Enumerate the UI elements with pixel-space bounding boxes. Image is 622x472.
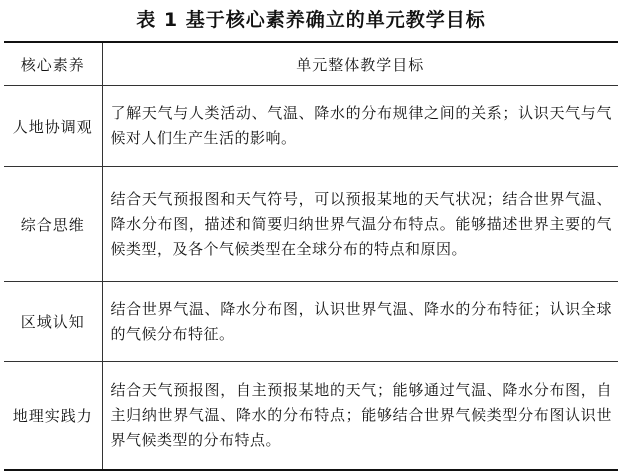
table-row [4, 362, 618, 470]
table-row [4, 282, 618, 362]
row-goal-text: 结合天气预报图和天气符号，可以预报某地的天气状况；结合世界气温、降水分布图，描述和简要归纳世界气温分布特点。能够描述世界主要的气候类型，及各个气候类型在全球分布的特点和原因。 [102, 167, 618, 282]
row-goal-text: 了解天气与人类活动、气温、降水的分布规律之间的关系；认识天气与气候对人们生产生活的影响。 [102, 86, 618, 167]
table-row [4, 167, 618, 282]
table-header-row [4, 42, 618, 86]
row-literacy-label: 综合思维 [4, 167, 102, 282]
header-core-literacy: 核心素养 [4, 42, 102, 86]
header-unit-goal: 单元整体教学目标 [102, 42, 618, 86]
unit-goals-table [4, 41, 618, 471]
table-caption: 表 1 基于核心素养确立的单元教学目标 [136, 9, 486, 31]
table-row [4, 86, 618, 167]
row-goal-text: 结合天气预报图，自主预报某地的天气；能够通过气温、降水分布图，自主归纳世界气温、降水的分布特点；能够结合世界气候类型分布图认识世界气候类型的分布特点。 [102, 362, 618, 470]
row-literacy-label: 地理实践力 [4, 362, 102, 470]
row-literacy-label: 区域认知 [4, 282, 102, 362]
row-goal-text: 结合世界气温、降水分布图，认识世界气温、降水的分布特征；认识全球的气候分布特征。 [102, 282, 618, 362]
row-literacy-label: 人地协调观 [4, 86, 102, 167]
